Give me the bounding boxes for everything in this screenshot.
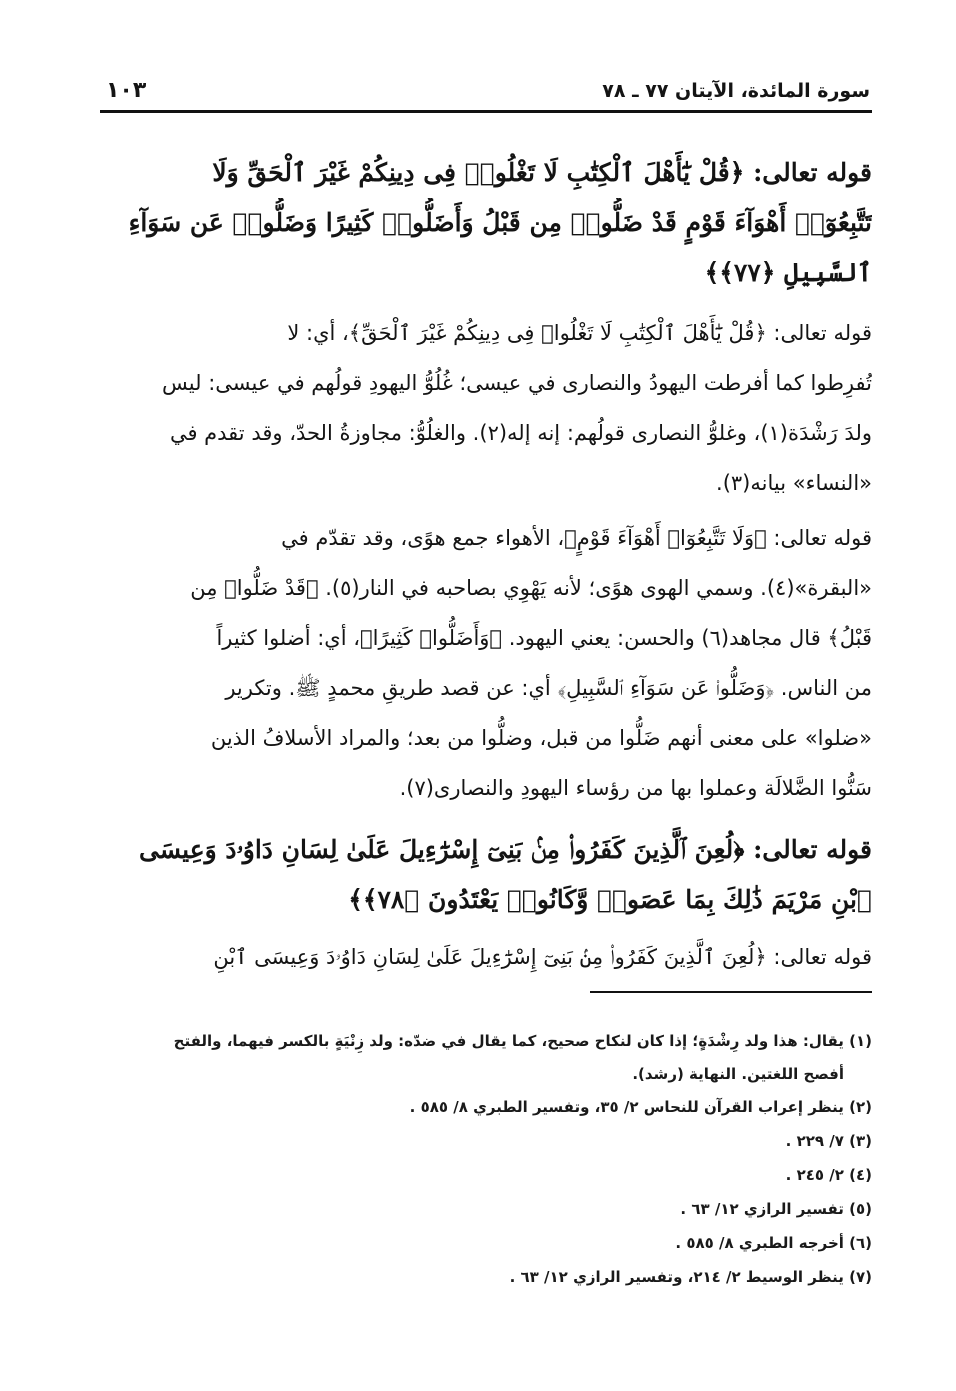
footnote-1-continuation: أفصح اللغتين. النهاية (رشد). xyxy=(632,1065,844,1083)
commentary-paragraph-2 xyxy=(100,513,872,813)
verse-77-block xyxy=(100,148,872,298)
verse-77-label: قوله تعالى: xyxy=(744,158,872,187)
header-rule xyxy=(100,110,872,113)
running-header xyxy=(100,76,870,108)
footnote-1: (١) يقال: هذا ولد رِشْدَةٍ؛ إذا كان لنكاح صحيح، كما يقال في ضدّه: ولد زِنْيَةٍ بالكسر فيهما، والفتح xyxy=(173,1032,872,1050)
verse-77-line-2: تَتَّبِعُوٓا۟ أَهْوَآءَ قَوْمٍ قَدْ ضَلُّوا۟ مِن قَبْلُ وَأَضَلُّوا۟ كَثِيرًا وَضَلُّوا۟ عَن سَوَآءِ xyxy=(128,208,872,237)
verse-77-text-1: ﴿قُلْ يَٰٓأَهْلَ ٱلْكِتَٰبِ لَا تَغْلُوا۟ فِى دِينِكُمْ غَيْرَ ٱلْحَقِّ وَلَا xyxy=(212,158,745,187)
paragraph-2-line-1: قوله تعالى: ﴿وَلَا تَتَّبِعُوٓا۟ أَهْوَآءَ قَوْمٍ﴾، الأهواء جمع هوًى، وقد تقدّم في xyxy=(281,526,872,550)
verse-78-text-1: ﴿لُعِنَ ٱلَّذِينَ كَفَرُوا۟ مِنۢ بَنِىٓ إِسْرَٰٓءِيلَ عَلَىٰ لِسَانِ دَاوُۥدَ وَعِيسَى xyxy=(139,835,745,864)
paragraph-2-line-4: من الناس. ﴿وَضَلُّوا۟ عَن سَوَآءِ ٱلسَّبِيلِ﴾ أي: عن قصد طريقِ محمدٍ ﷺ. وتكرير xyxy=(225,676,872,700)
footnote-7: (٧) ينظر الوسيط ٢/ ٢١٤، وتفسير الرازي ١٢/ ٦٣ . xyxy=(509,1268,872,1286)
footnote-3: (٣) ٧/ ٢٢٩ . xyxy=(785,1132,872,1150)
footnotes xyxy=(100,1024,872,1294)
footnote-4: (٤) ٢/ ٢٤٥ . xyxy=(785,1166,872,1184)
paragraph-1-line-2: تُفرِطوا كما أفرطت اليهودُ والنصارى في عيسى؛ غُلُوُّ اليهودِ قولُهم في عيسى: ليس xyxy=(162,371,872,395)
verse-77-line-1 xyxy=(100,148,872,198)
commentary-paragraph-1 xyxy=(100,308,872,508)
paragraph-2-line-6: سَنُّوا الضَّلالَة وعملوا بها من رؤساء اليهودِ والنصارى(٧). xyxy=(399,776,872,800)
paragraph-3-line-1: قوله تعالى: ﴿لُعِنَ ٱلَّذِينَ كَفَرُوا۟ مِنۢ بَنِىٓ إِسْرَٰٓءِيلَ عَلَىٰ لِسَانِ دَاوُۥدَ وَعِيسَى ٱبْنِ xyxy=(213,945,872,969)
paragraph-2-line-5: «ضلوا» على معنى أنهم ضَلُّوا من قبل، وضلُّوا من بعد؛ والمراد الأسلافُ الذين xyxy=(210,726,872,750)
footnote-5: (٥) تفسير الرازي ١٢/ ٦٣ . xyxy=(680,1200,872,1218)
paragraph-1-line-3: ولدَ رَشْدَة(١)، وغلوُّ النصارى قولُهم: إنه إله(٢). والغلُوُّ: مجاوزةُ الحدّ، وقد تقدم في xyxy=(169,421,872,445)
footnote-2: (٢) ينظر إعراب القرآن للنحاس ٢/ ٣٥، وتفسير الطبري ٨/ ٥٨٥ . xyxy=(409,1098,872,1116)
verse-78-line-2: ٱبْنِ مَرْيَمَ ذَٰلِكَ بِمَا عَصَوا۟ وَّكَانُوا۟ يَعْتَدُونَ ﴿٧٨﴾﴾ xyxy=(348,885,872,914)
footnote-separator xyxy=(590,991,872,993)
commentary-paragraph-3 xyxy=(100,932,872,982)
verse-78-block xyxy=(100,825,872,925)
paragraph-1-line-4: «النساء» بيانه(٣). xyxy=(716,471,872,495)
verse-78-line-1 xyxy=(100,825,872,875)
surah-heading: سورة المائدة، الآيتان ٧٧ ـ ٧٨ xyxy=(602,80,870,102)
verse-77-line-3: ٱلسَّبِيلِ ﴿٧٧﴾﴾ xyxy=(704,258,872,287)
paragraph-2-line-2: «البقرة»(٤). وسمي الهوى هوًى؛ لأنه يَهْوِي بصاحبه في النار(٥). ﴿قَدْ ضَلُّوا۟ مِن xyxy=(190,576,872,600)
page-number: ١٠٣ xyxy=(106,78,147,103)
paragraph-1-line-1: قوله تعالى: ﴿قُلْ يَٰٓأَهْلَ ٱلْكِتَٰبِ لَا تَغْلُوا۟ فِى دِينِكُمْ غَيْرَ ٱلْحَقِّ﴾، أي: لا xyxy=(287,321,872,345)
footnote-6: (٦) أخرجه الطبري ٨/ ٥٨٥ . xyxy=(675,1234,872,1252)
paragraph-2-line-3: قَبْلُ﴾ قال مجاهد(٦) والحسن: يعني اليهود. ﴿وَأَضَلُّوا۟ كَثِيرًا﴾، أي: أضلوا كثيراً xyxy=(216,626,872,650)
verse-78-label: قوله تعالى: xyxy=(744,835,872,864)
